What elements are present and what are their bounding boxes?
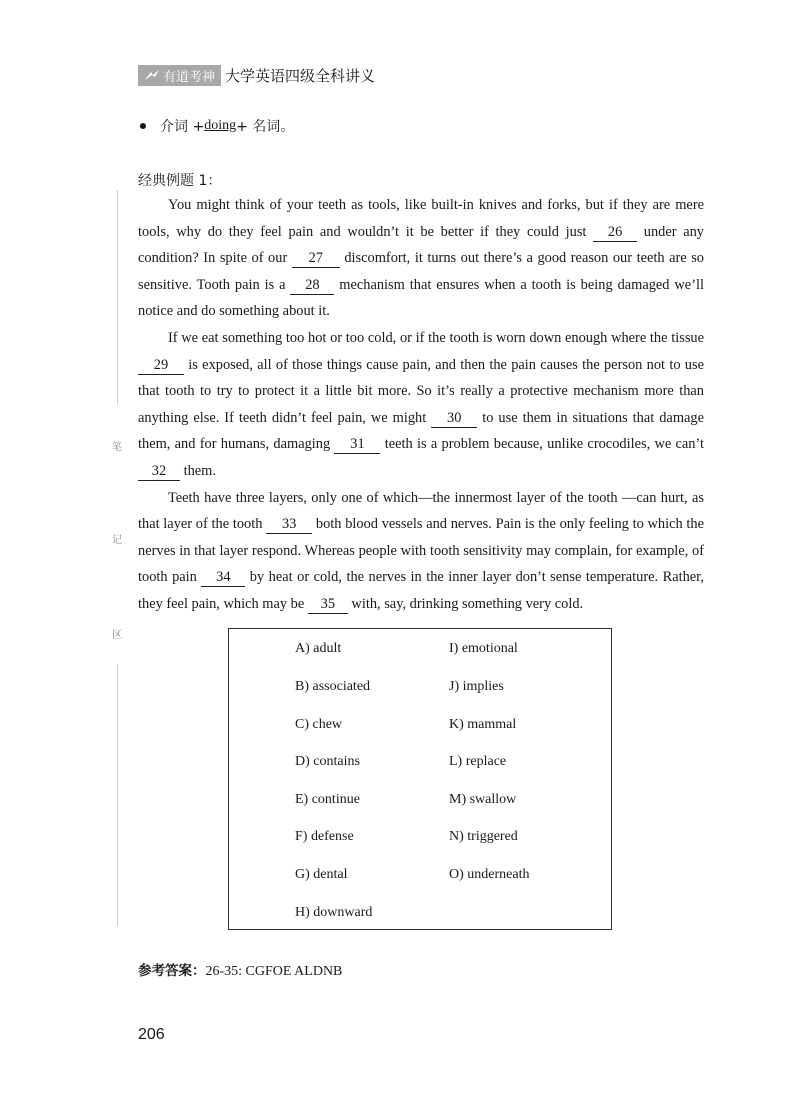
passage-text: both blood vessels and nerves. Pain is the only feeling to which the nerves in that layer respond. Whereas people with tooth sensitivity may complain, for example, of tooth pain bbox=[138, 516, 704, 586]
option-n: N) triggered bbox=[449, 829, 518, 844]
option-g: G) dental bbox=[295, 867, 348, 882]
paragraph-2 bbox=[138, 325, 704, 485]
page-number: 206 bbox=[138, 1026, 165, 1043]
passage-text: with, say, drinking something very cold. bbox=[347, 595, 584, 612]
margin-rule bbox=[117, 190, 118, 405]
example-title: 经典例题 1： bbox=[138, 173, 222, 189]
passage-text: discomfort, it turns out there’s a good reason our teeth are so sensitive. Tooth pain is a bbox=[138, 250, 704, 293]
blank-31: 31 bbox=[334, 435, 380, 454]
option-l: L) replace bbox=[449, 754, 507, 769]
margin-char-1: 笔 bbox=[112, 442, 122, 453]
brand-logo bbox=[138, 65, 221, 86]
book-logo-icon bbox=[144, 69, 160, 82]
option-j: J) implies bbox=[449, 679, 504, 694]
blank-26: 26 bbox=[593, 223, 637, 242]
option-b: B) associated bbox=[295, 679, 371, 694]
blank-28: 28 bbox=[290, 276, 334, 295]
answer-value: 26-35: CGFOE ALDNB bbox=[205, 964, 343, 979]
paragraph-1 bbox=[138, 192, 704, 325]
bullet-text-before: 介词 + bbox=[160, 119, 205, 135]
word-bank-box bbox=[228, 628, 612, 930]
blank-27: 27 bbox=[292, 249, 340, 268]
answer-label: 参考答案： bbox=[138, 963, 206, 979]
option-m: M) swallow bbox=[449, 792, 517, 807]
option-a: A) adult bbox=[295, 641, 342, 656]
option-h: H) downward bbox=[295, 905, 373, 920]
bullet-text-underlined: doing bbox=[204, 118, 237, 133]
passage-text: You might think of your teeth as tools, like built-in knives and forks, but if they are mere tools, why do they feel pain and wouldn’t it be better if they could just bbox=[138, 197, 704, 240]
blank-35: 35 bbox=[308, 595, 348, 614]
book-title: 大学英语四级全科讲义 bbox=[225, 66, 376, 85]
reading-passage bbox=[138, 192, 704, 618]
passage-text: mechanism that ensures when a tooth is being damaged we’ll notice and do something about it. bbox=[138, 276, 704, 320]
passage-text: by heat or cold, the nerves in the inner layer don’t sense temperature. Rather, they feel pain, which may be bbox=[138, 569, 704, 612]
page-header bbox=[138, 64, 375, 86]
blank-32: 32 bbox=[138, 462, 180, 481]
blank-33: 33 bbox=[266, 515, 312, 534]
margin-rule bbox=[117, 664, 118, 926]
grammar-bullet bbox=[140, 116, 294, 136]
passage-text: to use them in situations that damage them, and for humans, damaging bbox=[138, 409, 704, 453]
passage-text: If we eat something too hot or too cold, or if the tooth is worn down enough where the tissue bbox=[168, 329, 704, 346]
option-c: C) chew bbox=[295, 717, 343, 732]
option-o: O) underneath bbox=[449, 867, 530, 882]
blank-34: 34 bbox=[201, 568, 245, 587]
bullet-dot-icon bbox=[140, 123, 146, 129]
passage-text: under any condition? In spite of our bbox=[138, 223, 704, 267]
margin-char-2: 记 bbox=[112, 535, 122, 546]
option-i: I) emotional bbox=[449, 641, 518, 656]
passage-text: them. bbox=[180, 462, 216, 479]
passage-text: Teeth have three layers, only one of which—the innermost layer of the tooth —can hurt, as that layer of the tooth bbox=[138, 489, 704, 533]
answer-key bbox=[138, 959, 342, 980]
option-k: K) mammal bbox=[449, 717, 517, 732]
option-e: E) continue bbox=[295, 792, 360, 807]
passage-text: is exposed, all of those things cause pain, and then the pain causes the person not to use that tooth to try to protect it a little bit more. So it’s really a protective mechanism more than anything else. If teeth didn’t feel pain, we might bbox=[138, 356, 704, 426]
bullet-text-after: + 名词。 bbox=[236, 119, 295, 135]
passage-text: teeth is a problem because, unlike crocodiles, we can’t bbox=[380, 436, 704, 453]
blank-30: 30 bbox=[431, 409, 477, 428]
paragraph-3 bbox=[138, 485, 704, 618]
margin-char-3: 区 bbox=[112, 630, 122, 641]
brand-name: 有道考神 bbox=[163, 69, 216, 85]
blank-29: 29 bbox=[138, 356, 184, 375]
option-f: F) defense bbox=[295, 829, 354, 844]
option-d: D) contains bbox=[295, 754, 360, 769]
